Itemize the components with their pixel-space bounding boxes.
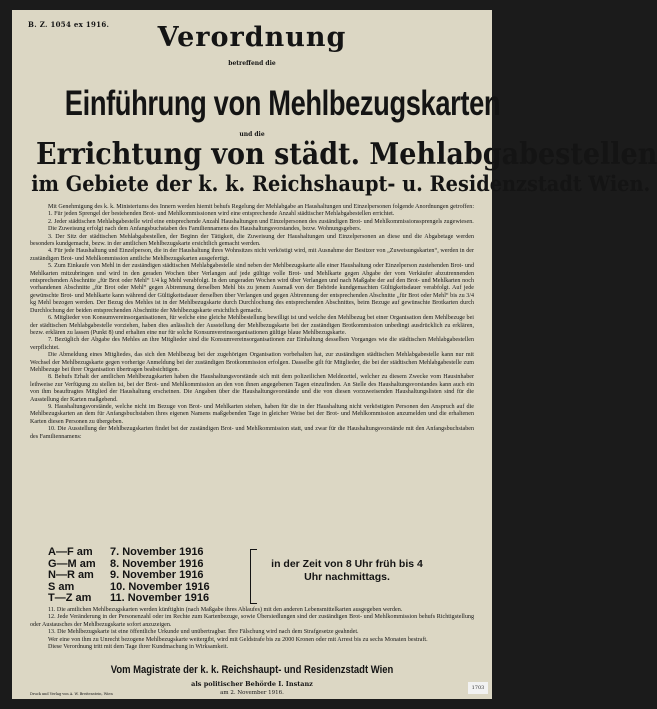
schedule-letters: N—R am (48, 569, 94, 582)
paragraph: 7. Bezüglich der Abgabe des Mehles an ihre Mitglieder sind die Konsumvereinsorganisationen zur Einhaltung desselben Vorganges wie die städtischen Mehlabgabestellen verpflichtet. (30, 337, 474, 351)
paragraph: 6. Mitglieder von Konsumvereinsorganisationen, für welche eine gleiche Mehlbestellung bewilligt ist und welche den Mehlbezug bei einer Organisation dem Mehlbezuge bei der städtischen Mehlabgabestelle vorziehen, haben dies anlässlich der Ausstellung der Mehlbezugskarte bei der zuständigen Brotkommission unbedingt ausdrücklich zu erklären, bezw. erklären zu lassen (Punkt 8) und erhalten eine nur für solche Konsumvereinsorganisationen gültige blaue Mehlbezugskarte. (30, 315, 474, 336)
schedule-letters: T—Z am (48, 592, 92, 605)
paragraph: Diese Verordnung tritt mit dem Tage ihrer Kundmachung in Wirksamkeit. (48, 644, 229, 651)
schedule-date: 10. November 1916 (110, 580, 210, 593)
footer-role: als politischer Behörde I. Instanz (191, 680, 313, 688)
paragraph: Die Zuweisung erfolgt nach dem Anfangsbuchstaben des Familiennamens des Haushaltungsvorstandes, bezw. Wohnungsgebers. (48, 226, 362, 233)
schedule-letters: A—F am (48, 546, 93, 558)
main-heading: Einführung von Mehlbezugskarten (64, 84, 501, 123)
schedule-row (48, 593, 238, 605)
poster-sheet (12, 10, 657, 699)
footer-authority: Vom Magistrate der k. k. Reichshaupt- und Residenzstadt Wien (110, 664, 394, 676)
paragraph: 13. Die Mehlbezugskarte ist eine öffentliche Urkunde und unübertragbar. Ihre Fälschung wird nach dem Strafgesetze geahndet. (48, 629, 359, 636)
paragraph: 3. Der Sitz der städtischen Mehlabgabestellen, der Beginn der Tätigkeit, die Zuweisung der Haushaltungen und Einzelpersonen an diese und die Abgabetage werden besonders kundgemacht, bezw. in der amtlichen Mehlbezugskarte ersichtlich gemacht werden. (30, 233, 474, 248)
paragraph: Mit Genehmigung des k. k. Ministeriums des Innern werden hiemit behufs Regelung der Mehlabgabe an Haushaltungen und Einzelpersonen folgende Anordnungen getroffen: (48, 204, 475, 210)
paragraph: Wer eine von ihm zu Unrecht bezogene Mehlbezugskarte weitergibt, wird mit Geldstrafe bis zu 2000 Kronen oder mit Arrest bis zu sechs Monaten bestraft. (48, 636, 428, 643)
paragraph: 5. Zum Einkaufe von Mehl in der zuständigen städtischen Mehlabgabestelle sind neben der Mehlbezugskarte alle einer Haushaltung oder Einzelperson zustehenden Brot- und Mehlkarten mitzubringen und wird in den geraden Wochen über Verlangen auf jede gültige volle Brot- und Mehlkarte gegen Abgabe der vom Verkäufer abzutrennenden entsprechenden Abschnitte „für Brot oder Mehl“ 1/4 kg Mehl verabfolgt. In den ungeraden Wochen wird über Verlangen und nach Maßgabe der auf den Brot- und Mehlkarten noch vorhandenen Abschnitte „für Brot oder Mehl“ gegen Abtrennung derselben Mehl bis zu jenem Ausmaß von der Behörde kundgemachten Gültigkeitsdauer verabfolgt. Auf jede gewünschte Brot- und Mehlkarte kann während der Gültigkeitsdauer derselben über Verlangen und gegen Abtrennung der entsprechenden Abschnitte „für Brot oder Mehl“ bis zu 3/4 kg Mehl bezogen werden. Der Bezug des Mehles ist in der Mehlbezugskarte durch Durchlochung des entsprechenden Abschnittes, beim Bezuge auf gewünschte Brotkarten durch Durchlochung der beiden entsprechenden Abschnitte der Mehlbezugskarte ersichtlich gemacht. (30, 263, 474, 314)
schedule-date: 11. November 1916 (110, 592, 210, 605)
paragraph: 2. Jeder städtischen Mehlabgabestelle wird eine entsprechende Anzahl Haushaltungen und Einzelpersonen des zuständigen Brot- und Mehlkommissionssprengels zugewiesen. (48, 218, 474, 225)
paragraph: 4. Für jede Haushaltung und Einzelperson, die in der Haushaltung ihres Wohnsitzes nicht verköstigt wird, mit Ausnahme der Besitzer von „Zuweisungskarten“, werden in der zuständigen Brot- und Mehlkommission amtliche Mehlbezugskarten ausgefertigt. (30, 248, 474, 262)
schedule-table (48, 547, 238, 605)
archive-stamp: 1703 (468, 682, 488, 694)
connector-and: und die (239, 131, 265, 138)
intro-text (30, 204, 474, 550)
paragraph: 12. Jede Veränderung in der Personenzahl oder im Rechte zum Kartenbezuge, sowie Übersiedlungen sind der zuständigen Brot- und Mehlkommission behufs Richtigstellung oder Austausches der Mehlbezugskarte sofort anzuzeigen. (30, 614, 474, 628)
schedule-date: 8. November 1916 (110, 557, 204, 570)
schedule-time: in der Zeit von 8 Uhr früh bis 4 Uhr nachmittags. (271, 558, 423, 583)
paragraph: 11. Die amtlichen Mehlbezugskarten werden künftighin (nach Maßgabe ihres Ablaufes) mit den anderen Lebensmittelkarten ausgegeben werden. (48, 607, 403, 613)
subtitle-connector: betreffend die (228, 60, 276, 67)
schedule-row (48, 547, 238, 559)
paragraph: 9. Haushaltungsvorstände, welche nicht im Bezuge von Brot- und Mehlkarten stehen, haben für die in der Haushaltung nicht verköstigten Personen den Anspruch auf die Mehlbezugskarten an dem für Anfangsbuchstaben ihres eigenen Namens maßgebenden Tage in gleicher Weise bei der Brot- und Mehlkommission anzumelden und die erhaltenen Karten diesen Personen zu übergeben. (30, 403, 474, 425)
schedule-letters: S am (48, 580, 75, 593)
paragraph: 8. Behufs Erhalt der amtlichen Mehlbezugskarten haben die Haushaltungsvorstände sich mit dem polizeilichen Meldezettel, welcher zu diesem Zwecke vom Hausinhaber leihweise zur Verfügung zu stellen ist, bei der Brot- und Mehlkommission an den von ihnen angegebenen Tagen einzufinden. An Stelle des Haushaltungsvorstandes kann auch ein von ihm beauftragtes Mitglied der Haushaltung erscheinen. Die Angaben über die Haushaltungsvorstände und die von diesen vorzuweisenden Haushaltungslisten sind für die Ausstellung der Karten maßgebend. (30, 374, 474, 403)
closing-text (30, 607, 474, 659)
third-heading: im Gebiete der k. k. Reichshaupt- u. Residenzstadt Wien. (31, 171, 651, 196)
footer-date: am 2. November 1916. (220, 690, 284, 696)
reference-number: B. Z. 1054 ex 1916. (28, 20, 110, 29)
second-heading: Errichtung von städt. Mehlabgabestellen (36, 137, 657, 172)
document-title: Verordnung (157, 22, 347, 53)
schedule-brace (250, 549, 257, 604)
schedule-date: 7. November 1916 (110, 546, 204, 558)
printer-note: Druck und Verlag von A. W. Breitenstein, Wien (30, 692, 113, 696)
schedule-date: 9. November 1916 (110, 569, 204, 582)
schedule-letters: G—M am (48, 557, 96, 570)
paragraph: 10. Die Ausstellung der Mehlbezugskarten findet bei der zuständigen Brot- und Mehlkommission statt, und zwar für die Haushaltungsvorstände mit den Anfangsbuchstaben des Familiennamens: (30, 426, 474, 440)
paragraph: Die Abmeldung eines Mitgliedes, das sich den Mehlbezug bei der zugehörigen Organisation vorbehalten hat, zur zuständigen städtischen Mehlabgabestelle kann nur mit Wechsel der Mehlbezugskarte gegen vorherige Anmeldung bei der zuständigen Brotkommission erfolgen. Dasselbe gilt für Mitglieder, die bei der städtischen Mehlabgabestelle zum Mehlbezuge bei ihrer Organisation übertragen beabsichtigen. (30, 352, 474, 373)
paragraph: 1. Für jeden Sprengel der bestehenden Brot- und Mehlkommissionen wird eine entsprechende Anzahl städtischer Mehlabgabestellen errichtet. (48, 211, 395, 218)
